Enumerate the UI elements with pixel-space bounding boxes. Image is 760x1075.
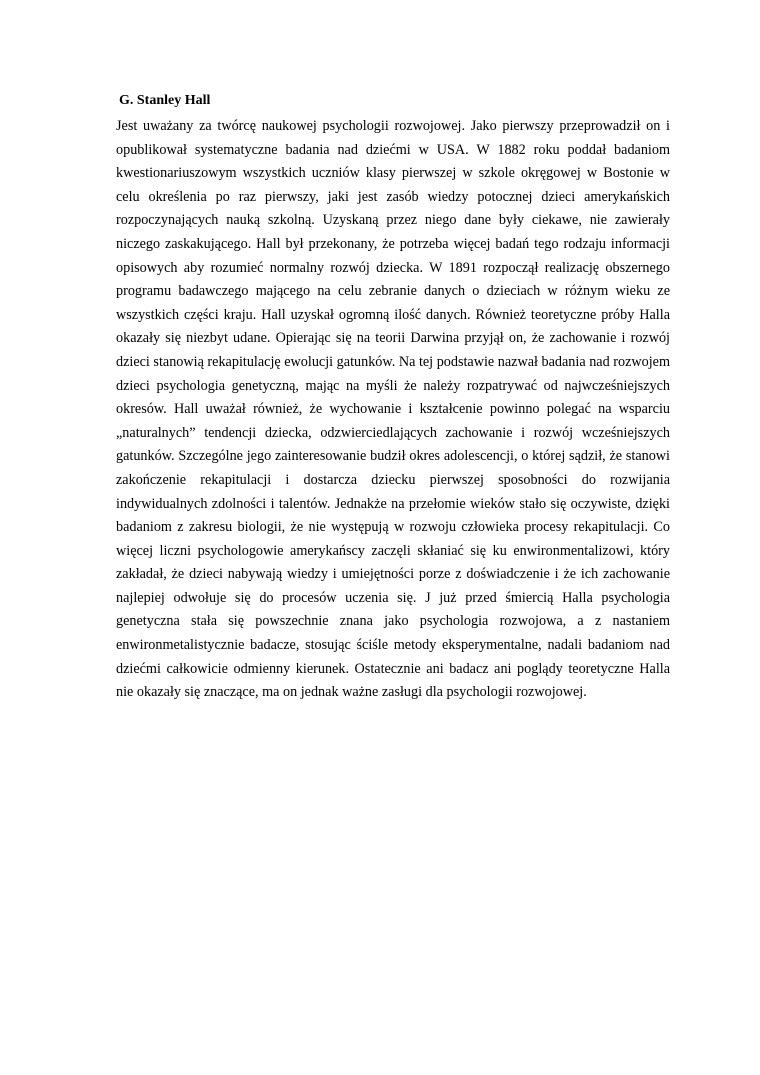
document-content xyxy=(116,89,670,705)
body-paragraph: Jest uważany za twórcę naukowej psychologii rozwojowej. Jako pierwszy przeprowadził on i opublikował systematyczne badania nad dziećmi w USA. W 1882 roku poddał badaniom kwestionariuszowym wszystkich uczniów klasy pierwszej w szkole okręgowej w Bostonie w celu określenia po raz pierwszy, jaki jest zasób wiedzy potocznej dzieci amerykańskich rozpoczynających nauką szkolną. Uzyskaną przez niego dane były ciekawe, nie zawierały niczego zaskakującego. Hall był przekonany, że potrzeba więcej badań tego rodzaju informacji opisowych aby rozumieć normalny rozwój dziecka. W 1891 rozpoczął realizację obszernego programu badawczego mającego na celu zebranie danych o dzieciach w różnym wieku ze wszystkich części kraju. Hall uzyskał ogromną ilość danych. Również teoretyczne próby Halla okazały się niezbyt udane. Opierając się na teorii Darwina przyjął on, że zachowanie i rozwój dzieci stanowią rekapitulację ewolucji gatunków. Na tej podstawie nazwał badania nad rozwojem dzieci psychologia genetyczną, mając na myśli że należy rozpatrywać od najwcześniejszych okresów. Hall uważał również, że wychowanie i kształcenie powinno polegać na wsparciu „naturalnych” tendencji dziecka, odzwierciedlających zachowanie i rozwój wcześniejszych gatunków. Szczególne jego zainteresowanie budził okres adolescencji, o której sądził, że stanowi zakończenie rekapitulacji i dostarcza dziecku pierwszej sposobności do rozwijania indywidualnych zdolności i talentów. Jednakże na przełomie wieków stało się oczywiste, dzięki badaniom z zakresu biologii, że nie występują w rozwoju człowieka procesy rekapitulacji. Co więcej liczni psychologowie amerykańscy zaczęli skłaniać się ku enwironmentalizowi, który zakładał, że dzieci nabywają wiedzy i umiejętności porze z doświadczenie i że ich zachowanie najlepiej odwołuje się do procesów uczenia się. J już przed śmiercią Halla psychologia genetyczna stała się powszechnie znana jako psychologia rozwojowa, a z nastaniem enwironmetalistycznie badacze, stosując ściśle metody eksperymentalne, nadali badaniom nad dziećmi całkowicie odmienny kierunek. Ostatecznie ani badacz ani poglądy teoretyczne Halla nie okazały się znaczące, ma on jednak ważne zasługi dla psychologii rozwojowej. xyxy=(116,118,670,701)
section-heading: G. Stanley Hall xyxy=(119,93,211,108)
